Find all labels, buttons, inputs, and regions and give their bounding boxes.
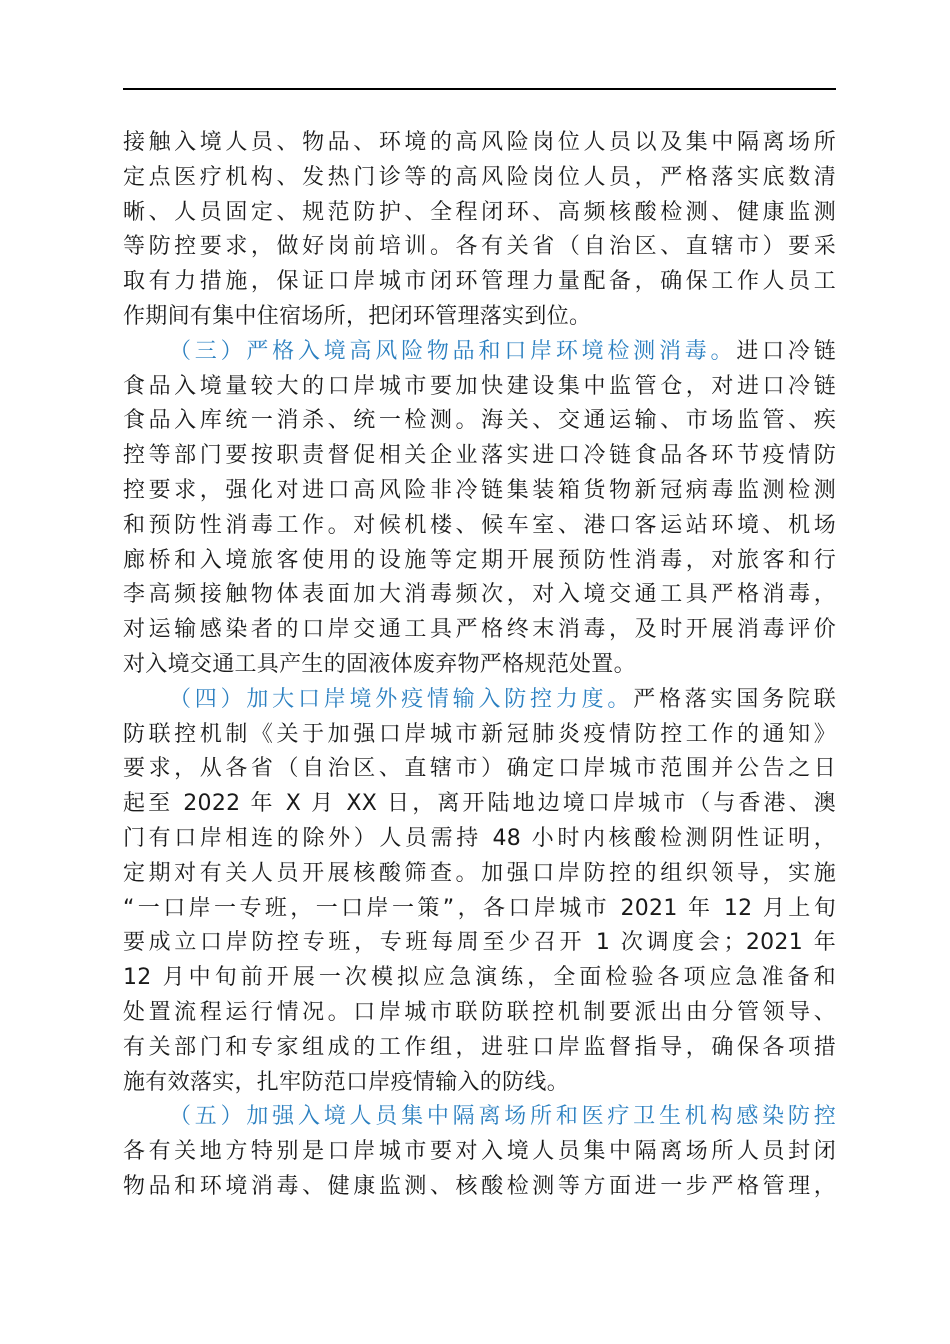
text-line: 门有口岸相连的除外）人员需持 48 小时内核酸检测阴性证明， — [123, 825, 836, 851]
paragraph-section-3 — [123, 335, 836, 683]
paragraph-first-line — [123, 335, 836, 370]
paragraph-section-4 — [123, 683, 836, 1101]
text-line: 取有力措施，保证口岸城市闭环管理力量配备，确保工作人员工 — [123, 269, 836, 295]
text-line: 食品入境量较大的口岸城市要加快建设集中监管仓，对进口冷链 — [123, 373, 836, 399]
text-line: 施有效落实，扎牢防范口岸疫情输入的防线。 — [123, 1069, 570, 1095]
text-line: 晰、人员固定、规范防护、全程闭环、高频核酸检测、健康监测 — [123, 199, 836, 225]
text-line: 要求，从各省（自治区、直辖市）确定口岸城市范围并公告之日 — [123, 756, 836, 782]
document-body — [123, 126, 836, 1205]
text-line: 李高频接触物体表面加大消毒频次，对入境交通工具严格消毒， — [123, 582, 836, 608]
paragraph-first-line — [123, 1100, 836, 1135]
paragraph-continuation — [123, 126, 836, 335]
text-line: 要成立口岸防控专班，专班每周至少召开 1 次调度会；2021 年 — [123, 930, 836, 956]
text-line: 控要求，强化对进口高风险非冷链集装箱货物新冠病毒监测检测 — [123, 477, 836, 503]
text-line: 廊桥和入境旅客使用的设施等定期开展预防性消毒，对旅客和行 — [123, 547, 836, 573]
text-line: 定期对有关人员开展核酸筛查。加强口岸防控的组织领导，实施 — [123, 860, 836, 886]
text-line: 和预防性消毒工作。对候机楼、候车室、港口客运站环境、机场 — [123, 512, 836, 538]
text-line: 食品入库统一消杀、统一检测。海关、交通运输、市场监管、疾 — [123, 408, 836, 434]
text-line: “一口岸一专班，一口岸一策”，各口岸城市 2021 年 12 月上旬 — [123, 895, 836, 921]
text-line: 定点医疗机构、发热门诊等的高风险岗位人员，严格落实底数清 — [123, 164, 836, 190]
text-line: 有关部门和专家组成的工作组，进驻口岸监督指导，确保各项措 — [123, 1034, 836, 1060]
paragraph-section-5 — [123, 1100, 836, 1204]
text-line: 各有关地方特别是口岸城市要对入境人员集中隔离场所人员封闭 — [123, 1139, 836, 1165]
text-line: 起至 2022 年 X 月 XX 日，离开陆地边境口岸城市（与香港、澳 — [123, 791, 836, 817]
text-line: 12 月中旬前开展一次模拟应急演练，全面检验各项应急准备和 — [123, 965, 836, 991]
section-heading: （四）加大口岸境外疫情输入防控力度。 — [169, 686, 634, 712]
text-line: 作期间有集中住宿场所，把闭环管理落实到位。 — [123, 303, 592, 329]
section-heading: （三）严格入境高风险物品和口岸环境检测消毒。 — [169, 338, 737, 364]
text-line: 对运输感染者的口岸交通工具严格终末消毒，及时开展消毒评价 — [123, 617, 836, 643]
paragraph-first-line — [123, 683, 836, 718]
text-line: 物品和环境消毒、健康监测、核酸检测等方面进一步严格管理， — [123, 1173, 836, 1199]
text-line: 控等部门要按职责督促相关企业落实进口冷链食品各环节疫情防 — [123, 443, 836, 469]
text-run: 进口冷链 — [736, 338, 836, 364]
text-line: 接触入境人员、物品、环境的高风险岗位人员以及集中隔离场所 — [123, 130, 836, 155]
text-line: 等防控要求，做好岗前培训。各有关省（自治区、直辖市）要采 — [123, 234, 836, 260]
text-line: 防联控机制《关于加强口岸城市新冠肺炎疫情防控工作的通知》 — [123, 721, 836, 747]
text-line: 对入境交通工具产生的固液体废弃物严格规范处置。 — [123, 651, 636, 677]
text-line: 处置流程运行情况。口岸城市联防联控机制要派出由分管领导、 — [123, 999, 836, 1025]
text-run: 严格落实国务院联 — [633, 686, 837, 712]
section-heading: （五）加强入境人员集中隔离场所和医疗卫生机构感染防控 — [169, 1104, 836, 1130]
header-rule — [123, 88, 836, 90]
